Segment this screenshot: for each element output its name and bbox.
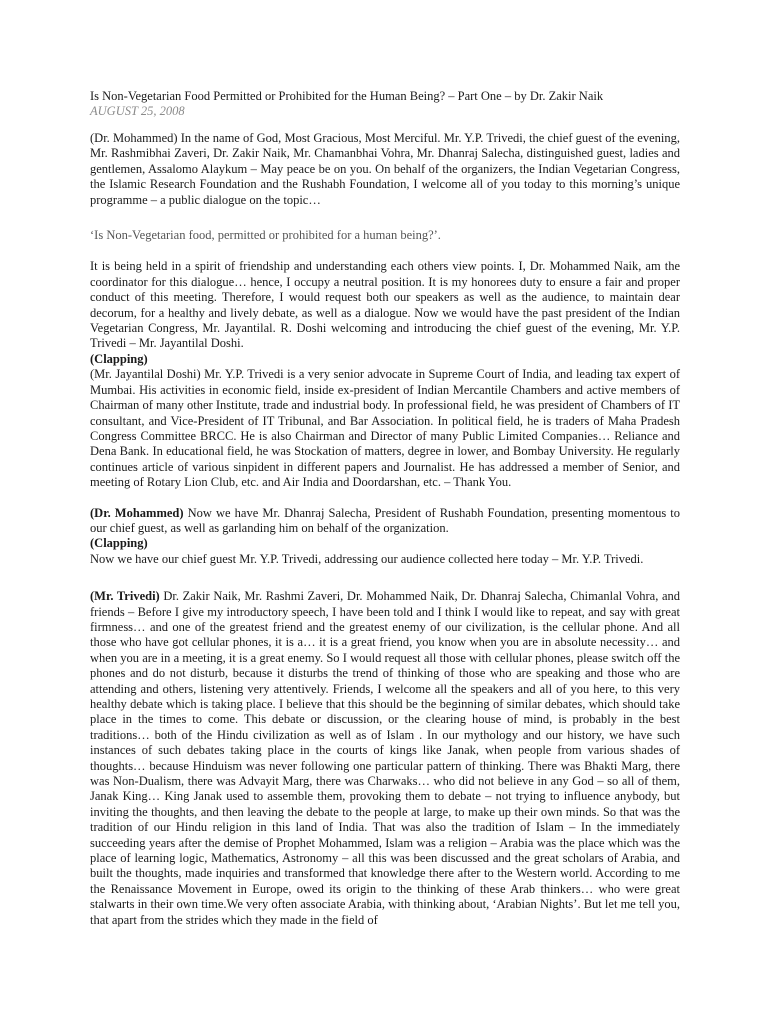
paragraph-opening: (Dr. Mohammed) In the name of God, Most Gracious, Most Merciful. Mr. Y.P. Trivedi, the chief guest of the evening, Mr. Rashmibhai Zaveri, Dr. Zakir Naik, Mr. Chamanbhai Vohra, Mr. Dhanraj Salecha, distinguished guest, ladies and gentlemen, Assalomo Alaykum – May peace be on you. On behalf of the organizers, the Indian Vegetarian Congress, the Islamic Research Foundation and the Rushabh Foundation, I welcome all of you today to this morning’s unique programme – a public dialogue on the topic…	[90, 131, 680, 207]
topic-quote: ‘Is Non-Vegetarian food, permitted or prohibited for a human being?’.	[90, 228, 441, 243]
paragraph-trivedi-text: Dr. Zakir Naik, Mr. Rashmi Zaveri, Dr. Mohammed Naik, Dr. Dhanraj Salecha, Chimanlal Vohra, and friends – Before I give my introductory speech, I have been told and I think I would like to repeat, and say with great firmness… and one of the greatest friend and the greatest enemy of our civilization, is the cellular phone. And all those who have got cellular phones, it is a… it is a great friend, you know when you are in absolute necessity… and when you are in a meeting, it is a great enemy. So I would request all those with cellular phones, please switch off the phones and do not disturb, because it disturbs the trend of thinking of those who are speaking and those who are attending and others, listening very attentively. Friends, I welcome all the speakers and all of you here, to this very healthy debate which is taking place. I believe that this should be the beginning of similar debates, which should take place in the times to come. This debate or discussion, or the clearing house of mind, is probably in the best traditions… both of the Hindu civilization as well as of Islam . In our mythology and our history, we have such instances of such debates taking place in the courts of kings like Janak, when people from various shades of thoughts… because Hinduism was never following one particular pattern of thinking. There was Bhakti Marg, there was Non-Dualism, there was Advayit Marg, there was Charwaks… who did not believe in any God – so all of them, Janak King… King Janak used to assemble them, provoking them to debate – not trying to influence anybody, but inviting the thoughts, and then leaving the debate to the people at large, to make up their own minds. So that was the tradition of our Hindu religion in this land of India. That was also the tradition of Islam – In the immediately succeeding years after the demise of Prophet Mohammed, Islam was a religion – Arabia was the place which was the place of learning logic, Mathematics, Astronomy – all this was been discussed and the great scholars of Arabia, and built the thoughts, made inquiries and transformed that knowledge there after to the Western world. According to me the Renaissance Movement in Europe, owed its origin to the thinking of these Arab thinkers… who were great stalwarts in their own time.We very often associate Arabia, with thinking about, ‘Arabian Nights’. But let me tell you, that apart from the strides which they made in the field of	[90, 589, 681, 927]
article-title: Is Non-Vegetarian Food Permitted or Prohibited for the Human Being? – Part One – by Dr. Zakir Naik	[90, 89, 604, 103]
article-date: AUGUST 25, 2008	[90, 104, 185, 118]
paragraph-salecha-text: Now we have Mr. Dhanraj Salecha, President of Rushabh Foundation, presenting momentous to our chief guest, as well as garlanding him on behalf of the organization.	[90, 505, 680, 535]
clapping-note-2: (Clapping)	[90, 536, 148, 551]
speaker-label-trivedi: (Mr. Trivedi)	[90, 589, 160, 604]
clapping-note-1: (Clapping)	[90, 351, 148, 366]
paragraph-chief-guest: Now we have our chief guest Mr. Y.P. Trivedi, addressing our audience collected here today – Mr. Y.P. Trivedi.	[90, 551, 644, 566]
paragraph-doshi: (Mr. Jayantilal Doshi) Mr. Y.P. Trivedi is a very senior advocate in Supreme Court of India, and leading tax expert of Mumbai. His activities in economic field, inside ex-president of Indian Mercantile Chambers and active members of Chairman of many other Institute, trade and industrial body. In professional field, he was president of Chambers of IT consultant, and Vice-President of IT Tribunal, and Bar Association. In political field, he is traders of Maha Pradesh Congress Committee BRCC. He is also Chairman and Director of many Public Limited Companies… Reliance and Dena Bank. In educational field, he was Stockation of matters, degree in lower, and Bombay University. He regularly continues article of various sinpident in different papers and Journalist. He has addressed a member of Senior, and meeting of Rotary Lion Club, etc. and Air India and Doordarshan, etc. – Thank You.	[90, 367, 680, 490]
paragraph-coordinator: It is being held in a spirit of friendship and understanding each others view points. I, Dr. Mohammed Naik, am the coordinator for this dialogue… hence, I occupy a neutral position. It is my honorees duty to ensure a fair and proper conduct of this meeting. Therefore, I would request both our speakers as well as the audience, to maintain dear decorum, for a healthy and lively debate, as well as a dialogue. Now we would have the past president of the Indian Vegetarian Congress, Mr. Jayantilal. R. Doshi welcoming and introducing the chief guest of the evening, Mr. Y.P. Trivedi – Mr. Jayantilal Doshi.	[90, 259, 680, 351]
paragraph-salecha	[90, 506, 680, 537]
speaker-label-mohammed: (Dr. Mohammed)	[90, 505, 184, 520]
paragraph-trivedi	[90, 589, 680, 928]
